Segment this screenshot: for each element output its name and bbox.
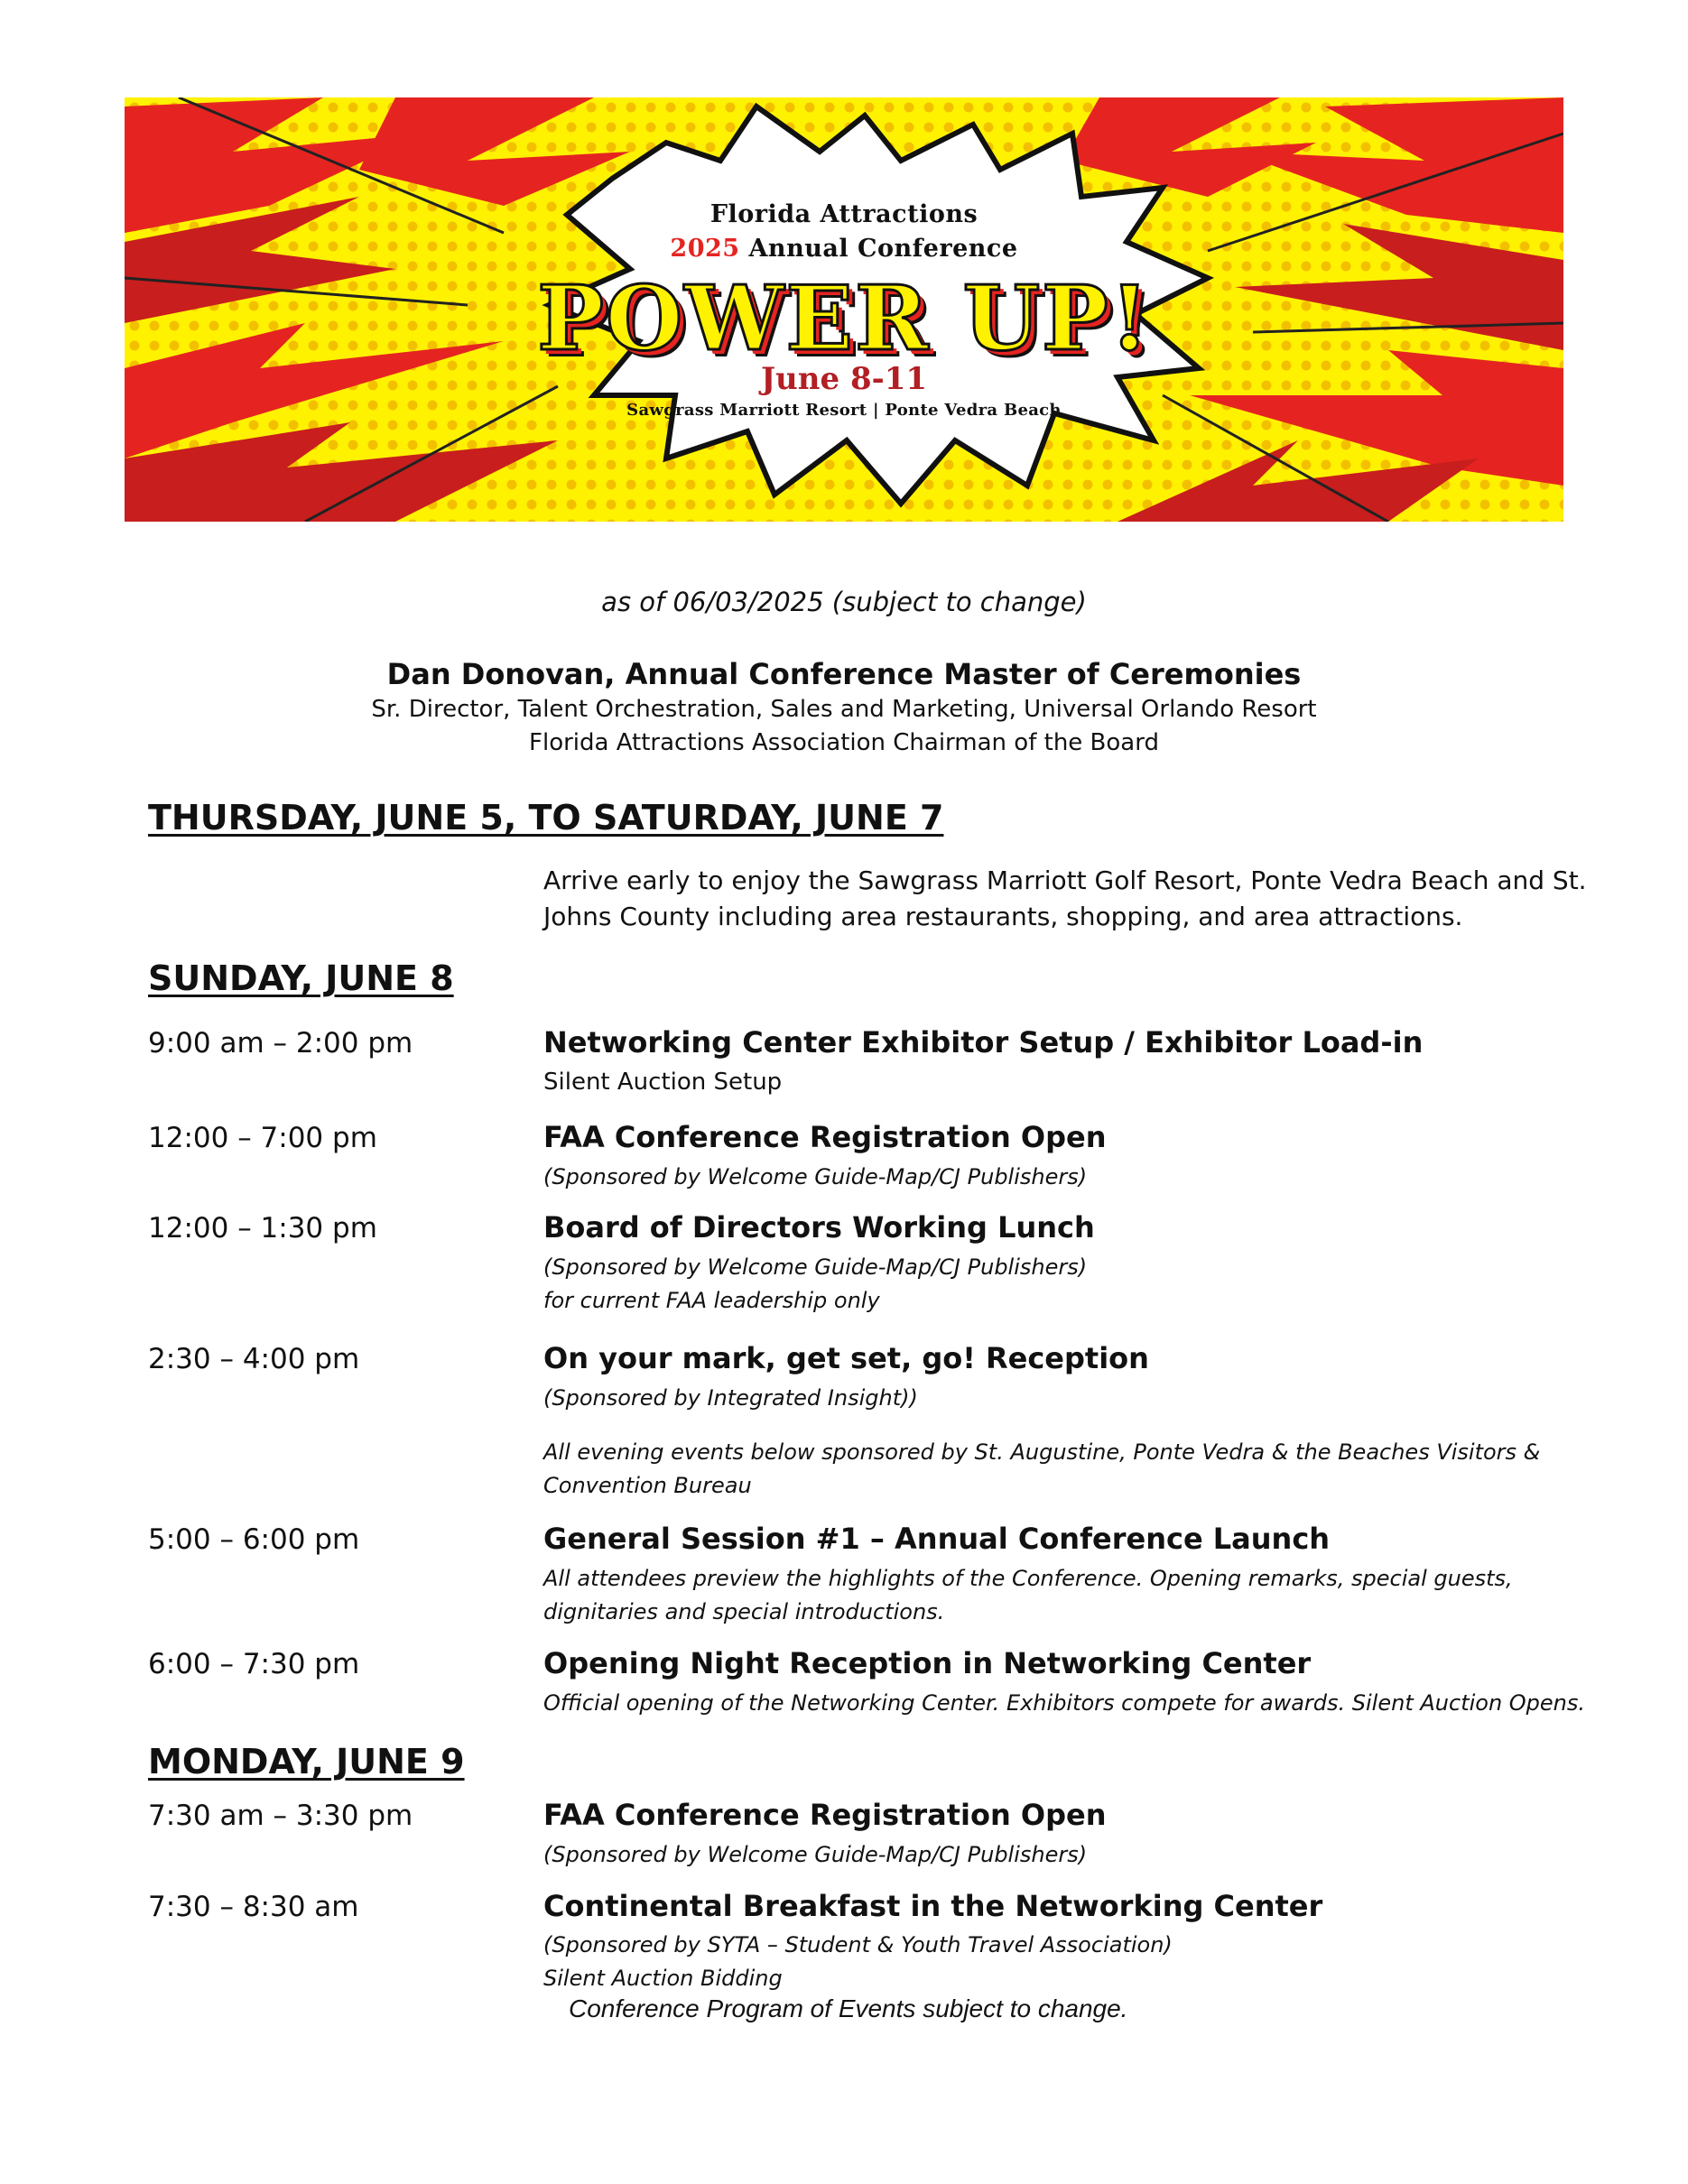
as-of-date: as of 06/03/2025 (subject to change) [601, 587, 1087, 617]
banner-dates: June 8-11 [760, 361, 928, 397]
event-sponsor: (Sponsored by Welcome Guide-Map/CJ Publishers) [543, 1842, 1088, 1867]
event-time: 7:30 – 8:30 am [148, 1891, 359, 1923]
event-title: Networking Center Exhibitor Setup / Exhibitor Load-in [543, 1025, 1424, 1060]
event-title: General Session #1 – Annual Conference Launch [543, 1522, 1331, 1556]
event-time: 5:00 – 6:00 pm [148, 1523, 360, 1556]
conference-banner [125, 97, 1563, 522]
event-title: Continental Breakfast in the Networking Center [543, 1889, 1323, 1923]
banner-conference-line [125, 235, 1563, 263]
event-note: Official opening of the Networking Center. Exhibitors compete for awards. Silent Auction Opens. [543, 1690, 1586, 1716]
banner-conference: Annual Conference [748, 235, 1018, 263]
event-sponsor: (Sponsored by Welcome Guide-Map/CJ Publishers) [543, 1254, 1088, 1280]
event-title: Opening Night Reception in Networking Center [543, 1646, 1312, 1680]
event-note: dignitaries and special introductions. [543, 1599, 945, 1624]
event-note: Silent Auction Bidding [543, 1966, 783, 1991]
event-title: FAA Conference Registration Open [543, 1120, 1107, 1154]
event-sponsor: (Sponsored by Integrated Insight)) [543, 1385, 918, 1411]
event-title: Board of Directors Working Lunch [543, 1210, 1095, 1245]
evening-sponsor-note-1: All evening events below sponsored by St. Augustine, Ponte Vedra & the Beaches Visitors & [543, 1439, 1541, 1465]
day-heading-sunday: SUNDAY, JUNE 8 [148, 958, 454, 998]
mc-title-line-1: Sr. Director, Talent Orchestration, Sales and Marketing, Universal Orlando Resort [371, 696, 1317, 723]
event-note: All attendees preview the highlights of the Conference. Opening remarks, special guests, [543, 1566, 1513, 1591]
event-title: FAA Conference Registration Open [543, 1798, 1107, 1832]
event-time: 12:00 – 1:30 pm [148, 1212, 377, 1245]
arrive-early-note-2: Johns County including area restaurants, shopping, and area attractions. [543, 902, 1463, 931]
evening-sponsor-note-2: Convention Bureau [543, 1473, 752, 1498]
event-time: 9:00 am – 2:00 pm [148, 1027, 413, 1060]
arrive-early-note-1: Arrive early to enjoy the Sawgrass Marriott Golf Resort, Ponte Vedra Beach and St. [543, 865, 1587, 895]
banner-org-name: Florida Attractions [710, 200, 978, 228]
event-detail: Silent Auction Setup [543, 1069, 783, 1096]
event-sponsor: (Sponsored by Welcome Guide-Map/CJ Publishers) [543, 1164, 1088, 1189]
day-heading-thursday: THURSDAY, JUNE 5, TO SATURDAY, JUNE 7 [148, 798, 944, 838]
banner-title: POWER UP! [537, 267, 1151, 371]
mc-name: Dan Donovan, Annual Conference Master of Ceremonies [386, 657, 1302, 691]
event-time: 2:30 – 4:00 pm [148, 1343, 360, 1375]
mc-title-line-2: Florida Attractions Association Chairman of the Board [529, 729, 1159, 756]
banner-venue: Sawgrass Marriott Resort | Ponte Vedra Beach [626, 401, 1062, 420]
event-time: 7:30 am – 3:30 pm [148, 1800, 413, 1832]
event-time: 6:00 – 7:30 pm [148, 1648, 360, 1680]
event-title: On your mark, get set, go! Reception [543, 1341, 1149, 1375]
event-note: for current FAA leadership only [543, 1288, 880, 1313]
event-time: 12:00 – 7:00 pm [148, 1122, 377, 1154]
banner-year: 2025 [670, 235, 740, 263]
event-sponsor: (Sponsored by SYTA – Student & Youth Travel Association) [543, 1932, 1173, 1957]
footer-disclaimer: Conference Program of Events subject to change. [569, 1994, 1128, 2022]
day-heading-monday: MONDAY, JUNE 9 [148, 1742, 465, 1781]
